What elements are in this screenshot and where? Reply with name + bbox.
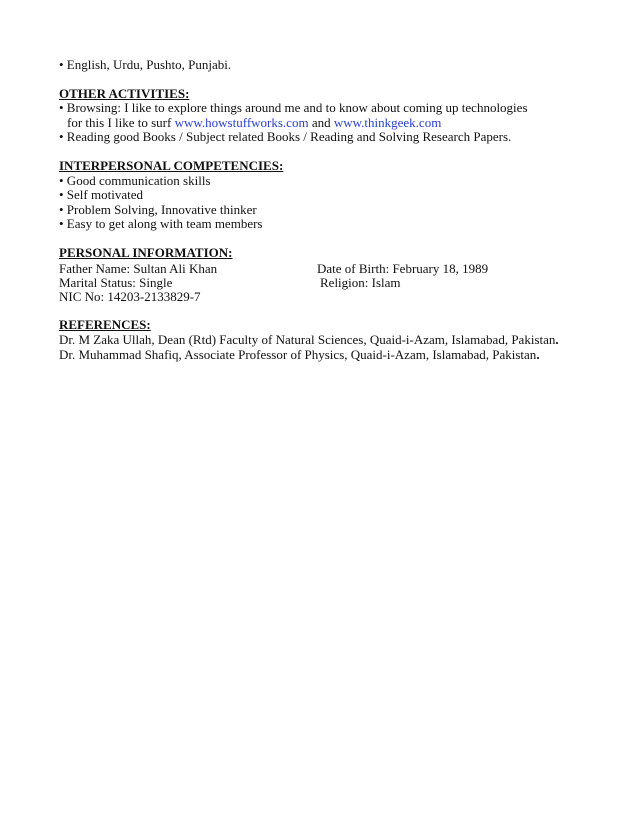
reference-1 <box>59 333 619 348</box>
thinkgeek-link[interactable]: www.thinkgeek.com <box>333 114 442 130</box>
interpersonal-heading: INTERPERSONAL COMPETENCIES: <box>59 157 284 173</box>
browsing-line: • Browsing: I like to explore things around me and to know about coming up technologies <box>59 100 528 116</box>
languages-line: • English, Urdu, Pushto, Punjabi. <box>59 57 232 72</box>
personal-row-2 <box>59 275 619 290</box>
and-text: and <box>308 114 334 130</box>
list-item: • Problem Solving, Innovative thinker <box>59 201 257 217</box>
reference-2-period: . <box>536 346 540 362</box>
date-of-birth: Date of Birth: February 18, 1989 <box>317 260 489 276</box>
father-name: Father Name: Sultan Ali Khan <box>59 260 218 276</box>
reference-1-period: . <box>555 331 559 347</box>
personal-info-heading: PERSONAL INFORMATION: <box>59 244 233 260</box>
reference-2-text: Dr. Muhammad Shafiq, Associate Professor of Physics, Quaid-i-Azam, Islamabad, Pakistan <box>59 346 537 362</box>
resume-page <box>59 58 619 362</box>
marital-status: Marital Status: Single <box>59 275 173 291</box>
other-activities-heading: OTHER ACTIVITIES: <box>59 85 190 101</box>
browsing-sites-line <box>59 116 619 131</box>
reference-2 <box>59 348 619 363</box>
howstuffworks-link[interactable]: www.howstuffworks.com <box>174 114 309 130</box>
list-item: • Good communication skills <box>59 172 211 188</box>
list-item: • Self motivated <box>59 187 143 203</box>
religion: Religion: Islam <box>320 275 401 291</box>
references-heading: REFERENCES: <box>59 317 151 333</box>
browsing-sites-prefix: for this I like to surf <box>67 114 175 130</box>
personal-row-1 <box>59 261 619 276</box>
nic-number: NIC No: 14203-2133829-7 <box>59 288 201 304</box>
reference-1-text: Dr. M Zaka Ullah, Dean (Rtd) Faculty of Natural Sciences, Quaid-i-Azam, Islamabad, Pakistan <box>59 331 556 347</box>
list-item: • Easy to get along with team members <box>59 216 263 232</box>
reading-line: • Reading good Books / Subject related Books / Reading and Solving Research Papers. <box>59 129 512 145</box>
